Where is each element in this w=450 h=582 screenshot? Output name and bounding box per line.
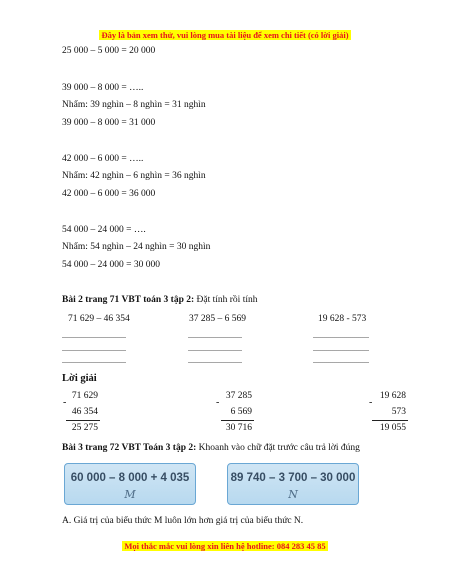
calc1-rule: [66, 420, 100, 421]
calc3-bottom: 573: [391, 407, 406, 417]
text-line: 42 000 – 6 000 = …..: [62, 154, 144, 164]
dotted-line: ...........................: [188, 344, 242, 353]
letter-m: M: [124, 488, 136, 501]
dotted-line: ................................: [62, 356, 126, 365]
calc2-rule: [221, 420, 254, 421]
dotted-line: ............................: [313, 356, 369, 365]
text-line: 39 000 – 8 000 = …..: [62, 83, 144, 93]
minus-sign: -: [216, 397, 220, 408]
calc3-rule: [372, 420, 408, 421]
calc2-bottom: 6 569: [230, 407, 252, 417]
text-line: 25 000 – 5 000 = 20 000: [62, 46, 156, 56]
problem-3: 19 628 - 573: [318, 314, 367, 324]
preview-banner: [0, 25, 450, 43]
calc1-bottom: 46 354: [71, 407, 98, 417]
calc3-top: 19 628: [379, 391, 406, 401]
hotline-banner-text: Mọi thắc mắc vui lòng xin liên hệ hotline: 084 283 45 85: [124, 541, 326, 551]
calc3-result: 19 055: [379, 423, 406, 433]
calc1-top: 71 629: [71, 391, 98, 401]
bai3-heading: Bài 3 trang 72 VBT Toán 3 tập 2:: [62, 443, 197, 453]
dotted-line: ...........................: [188, 331, 242, 340]
text-line: 54 000 – 24 000 = 30 000: [62, 260, 160, 270]
text-line: 39 000 – 8 000 = 31 000: [62, 118, 156, 128]
calc1-result: 25 275: [71, 423, 98, 433]
problem-2: 37 285 – 6 569: [189, 314, 246, 324]
expression-card-m: [64, 463, 196, 505]
problem-1: 71 629 – 46 354: [68, 314, 130, 324]
expression-n: 89 740 – 3 700 – 30 000: [230, 472, 356, 484]
preview-banner-text: Đây là bản xem thử, vui lòng mua tài liệu để xem chi tiết (có lời giải): [101, 30, 349, 40]
solution-heading: Lời giải: [62, 373, 97, 384]
dotted-line: ............................: [313, 344, 369, 353]
text-line: 42 000 – 6 000 = 36 000: [62, 189, 156, 199]
dotted-line: ................................: [62, 331, 126, 340]
text-line: Nhẩm: 42 nghìn – 6 nghìn = 36 nghìn: [62, 171, 206, 181]
answer-option-a: A. Giá trị của biểu thức M luôn lớn hơn giá trị của biểu thức N.: [62, 516, 304, 526]
dotted-line: ................................: [62, 344, 126, 353]
bai2-heading: Bài 2 trang 71 VBT toán 3 tập 2:: [62, 295, 195, 305]
dotted-line: ...........................: [188, 356, 242, 365]
bai3-instruction: Khoanh vào chữ đặt trước câu trả lời đúng: [198, 443, 360, 453]
minus-sign: -: [63, 397, 67, 408]
text-line: Nhẩm: 54 nghìn – 24 nghìn = 30 nghìn: [62, 242, 211, 252]
bai3-heading-line: [62, 443, 360, 453]
calc2-result: 30 716: [225, 423, 252, 433]
bai2-instruction: Đặt tính rồi tính: [196, 295, 258, 305]
expression-m: 60 000 – 8 000 + 4 035: [70, 472, 190, 484]
expression-card-n: [227, 463, 359, 505]
letter-n: N: [288, 488, 298, 501]
calc2-top: 37 285: [225, 391, 252, 401]
minus-sign: -: [369, 397, 373, 408]
text-line: 54 000 – 24 000 = ….: [62, 225, 146, 235]
text-line: Nhẩm: 39 nghìn – 8 nghìn = 31 nghìn: [62, 100, 206, 110]
bai2-heading-line: [62, 295, 257, 305]
hotline-banner: [0, 536, 450, 554]
dotted-line: ............................: [313, 331, 369, 340]
